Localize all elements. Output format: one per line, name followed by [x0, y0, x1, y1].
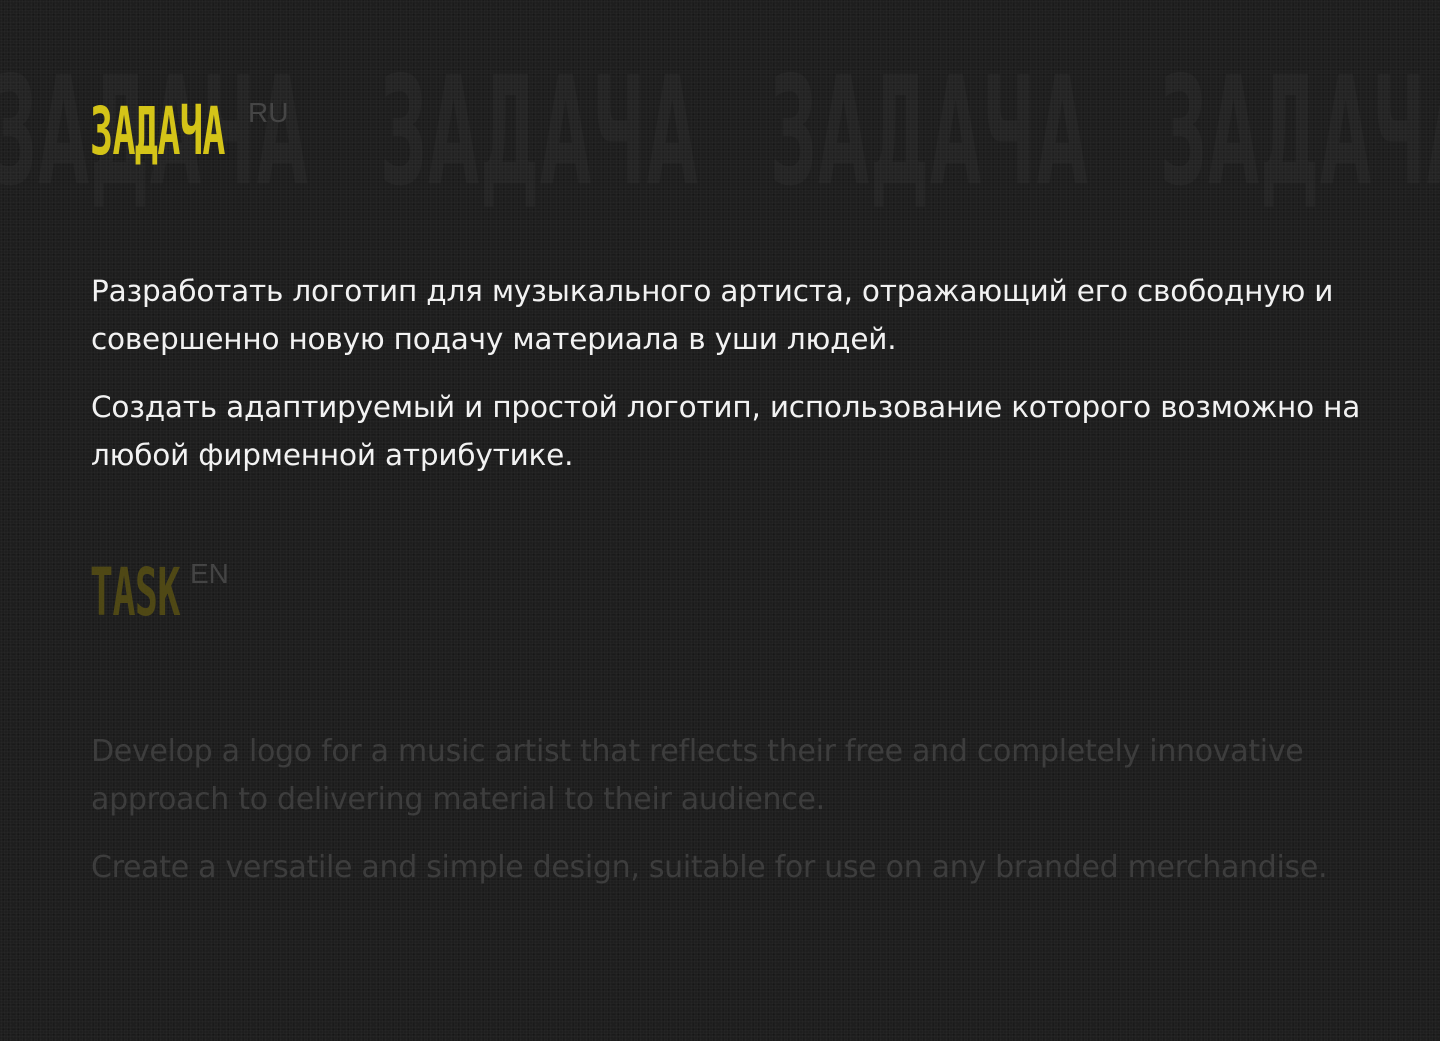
en-description: [91, 728, 1381, 912]
ru-title: ЗАДАЧА: [90, 93, 225, 170]
watermark-word: [770, 52, 985, 212]
en-lang-tag: EN: [190, 558, 229, 589]
ru-paragraph-1: Разработать логотип для музыкального артиста, отражающий его свободную и совершенно новую подачу материала в уши людей.: [91, 274, 1334, 356]
en-paragraph-1: Develop a logo for a music artist that reflects their free and completely innovative approach to delivering material to their audience.: [91, 734, 1304, 817]
watermark-word: [1160, 52, 1375, 212]
ru-lang-tag: RU: [248, 97, 289, 128]
watermark-word: [380, 52, 595, 212]
en-paragraph-2: Create a versatile and simple design, suitable for use on any branded merchandise.: [91, 850, 1328, 885]
ru-heading: [90, 95, 288, 169]
en-heading: [90, 556, 229, 630]
ru-description: [91, 267, 1381, 499]
ru-paragraph-2: Создать адаптируемый и простой логотип, использование которого возможно на любой фирменной атрибутике.: [91, 390, 1361, 472]
en-title: TASK: [90, 554, 180, 631]
